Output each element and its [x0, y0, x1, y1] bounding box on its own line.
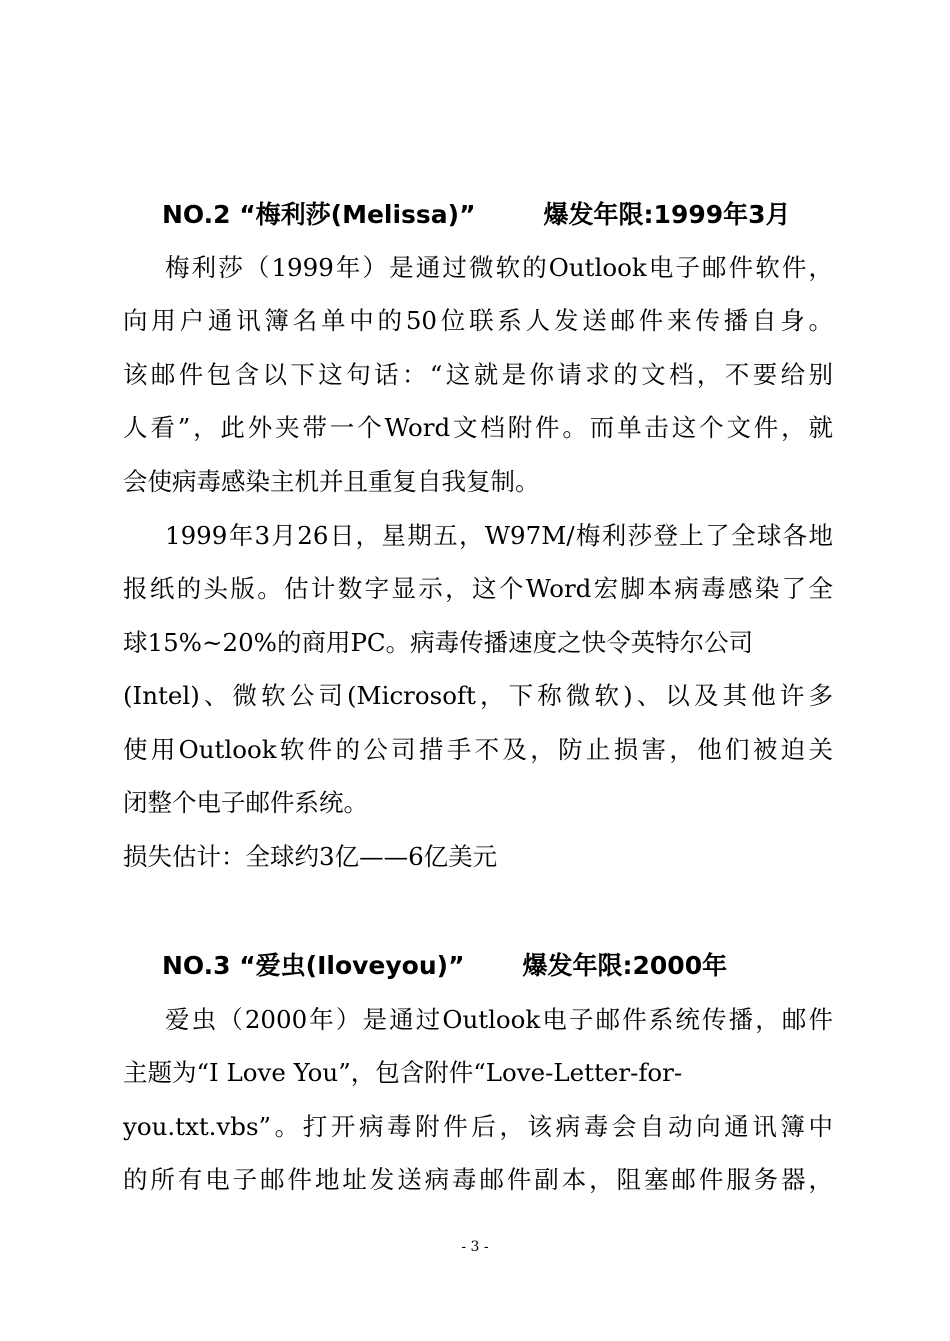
text-line: 人看”，此外夹带一个Word文档附件。而单击这个文件，就: [123, 413, 833, 443]
text-line: 闭整个电子邮件系统。: [123, 787, 368, 817]
text-line: 的所有电子邮件地址发送病毒邮件副本，阻塞邮件服务器，: [123, 1165, 833, 1195]
text-line: 1999年3月26日，星期五，W97M/梅利莎登上了全球各地: [165, 521, 833, 550]
text-line: 该邮件包含以下这句话：“这就是你请求的文档，不要给别: [123, 359, 833, 389]
text-line: 爱虫（2000年）是通过Outlook电子邮件系统传播，邮件: [165, 1005, 833, 1034]
section-2-paragraph-2: [123, 509, 833, 829]
text-line: 主题为“I Love You”，包含附件“Love-Letter-for-: [123, 1058, 683, 1088]
section-2-date: 爆发年限:1999年3月: [543, 200, 791, 229]
text-line: 使用Outlook软件的公司措手不及，防止损害，他们被迫关: [123, 734, 833, 764]
section-3-heading: [162, 951, 727, 981]
section-2-loss-estimate: [123, 830, 833, 883]
text-line: 向用户通讯簿名单中的50位联系人发送邮件来传播自身。: [123, 306, 833, 336]
section-3-title: NO.3 “爱虫(Iloveyou)”: [162, 951, 465, 980]
section-2-title: NO.2 “梅利莎(Melissa)”: [162, 200, 476, 229]
text-line: (Intel)、微软公司(Microsoft，下称微软)、以及其他许多: [123, 681, 833, 711]
text-line: 梅利莎（1999年）是通过微软的Outlook电子邮件软件，: [165, 253, 833, 282]
section-3-paragraph-1: [123, 993, 833, 1207]
page-number: - 3 -: [461, 1239, 489, 1255]
section-2-heading: [162, 200, 791, 230]
section-3-date: 爆发年限:2000年: [522, 951, 728, 980]
text-line: 会使病毒感染主机并且重复自我复制。: [123, 466, 540, 496]
text-line: 损失估计：全球约3亿——6亿美元: [123, 842, 498, 871]
text-line: 球15%~20%的商用PC。病毒传播速度之快令英特尔公司: [123, 627, 754, 657]
section-2-paragraph-1: [123, 241, 833, 508]
text-line: 报纸的头版。估计数字显示，这个Word宏脚本病毒感染了全: [123, 574, 833, 604]
text-line: you.txt.vbs”。打开病毒附件后，该病毒会自动向通讯簿中: [123, 1111, 833, 1141]
